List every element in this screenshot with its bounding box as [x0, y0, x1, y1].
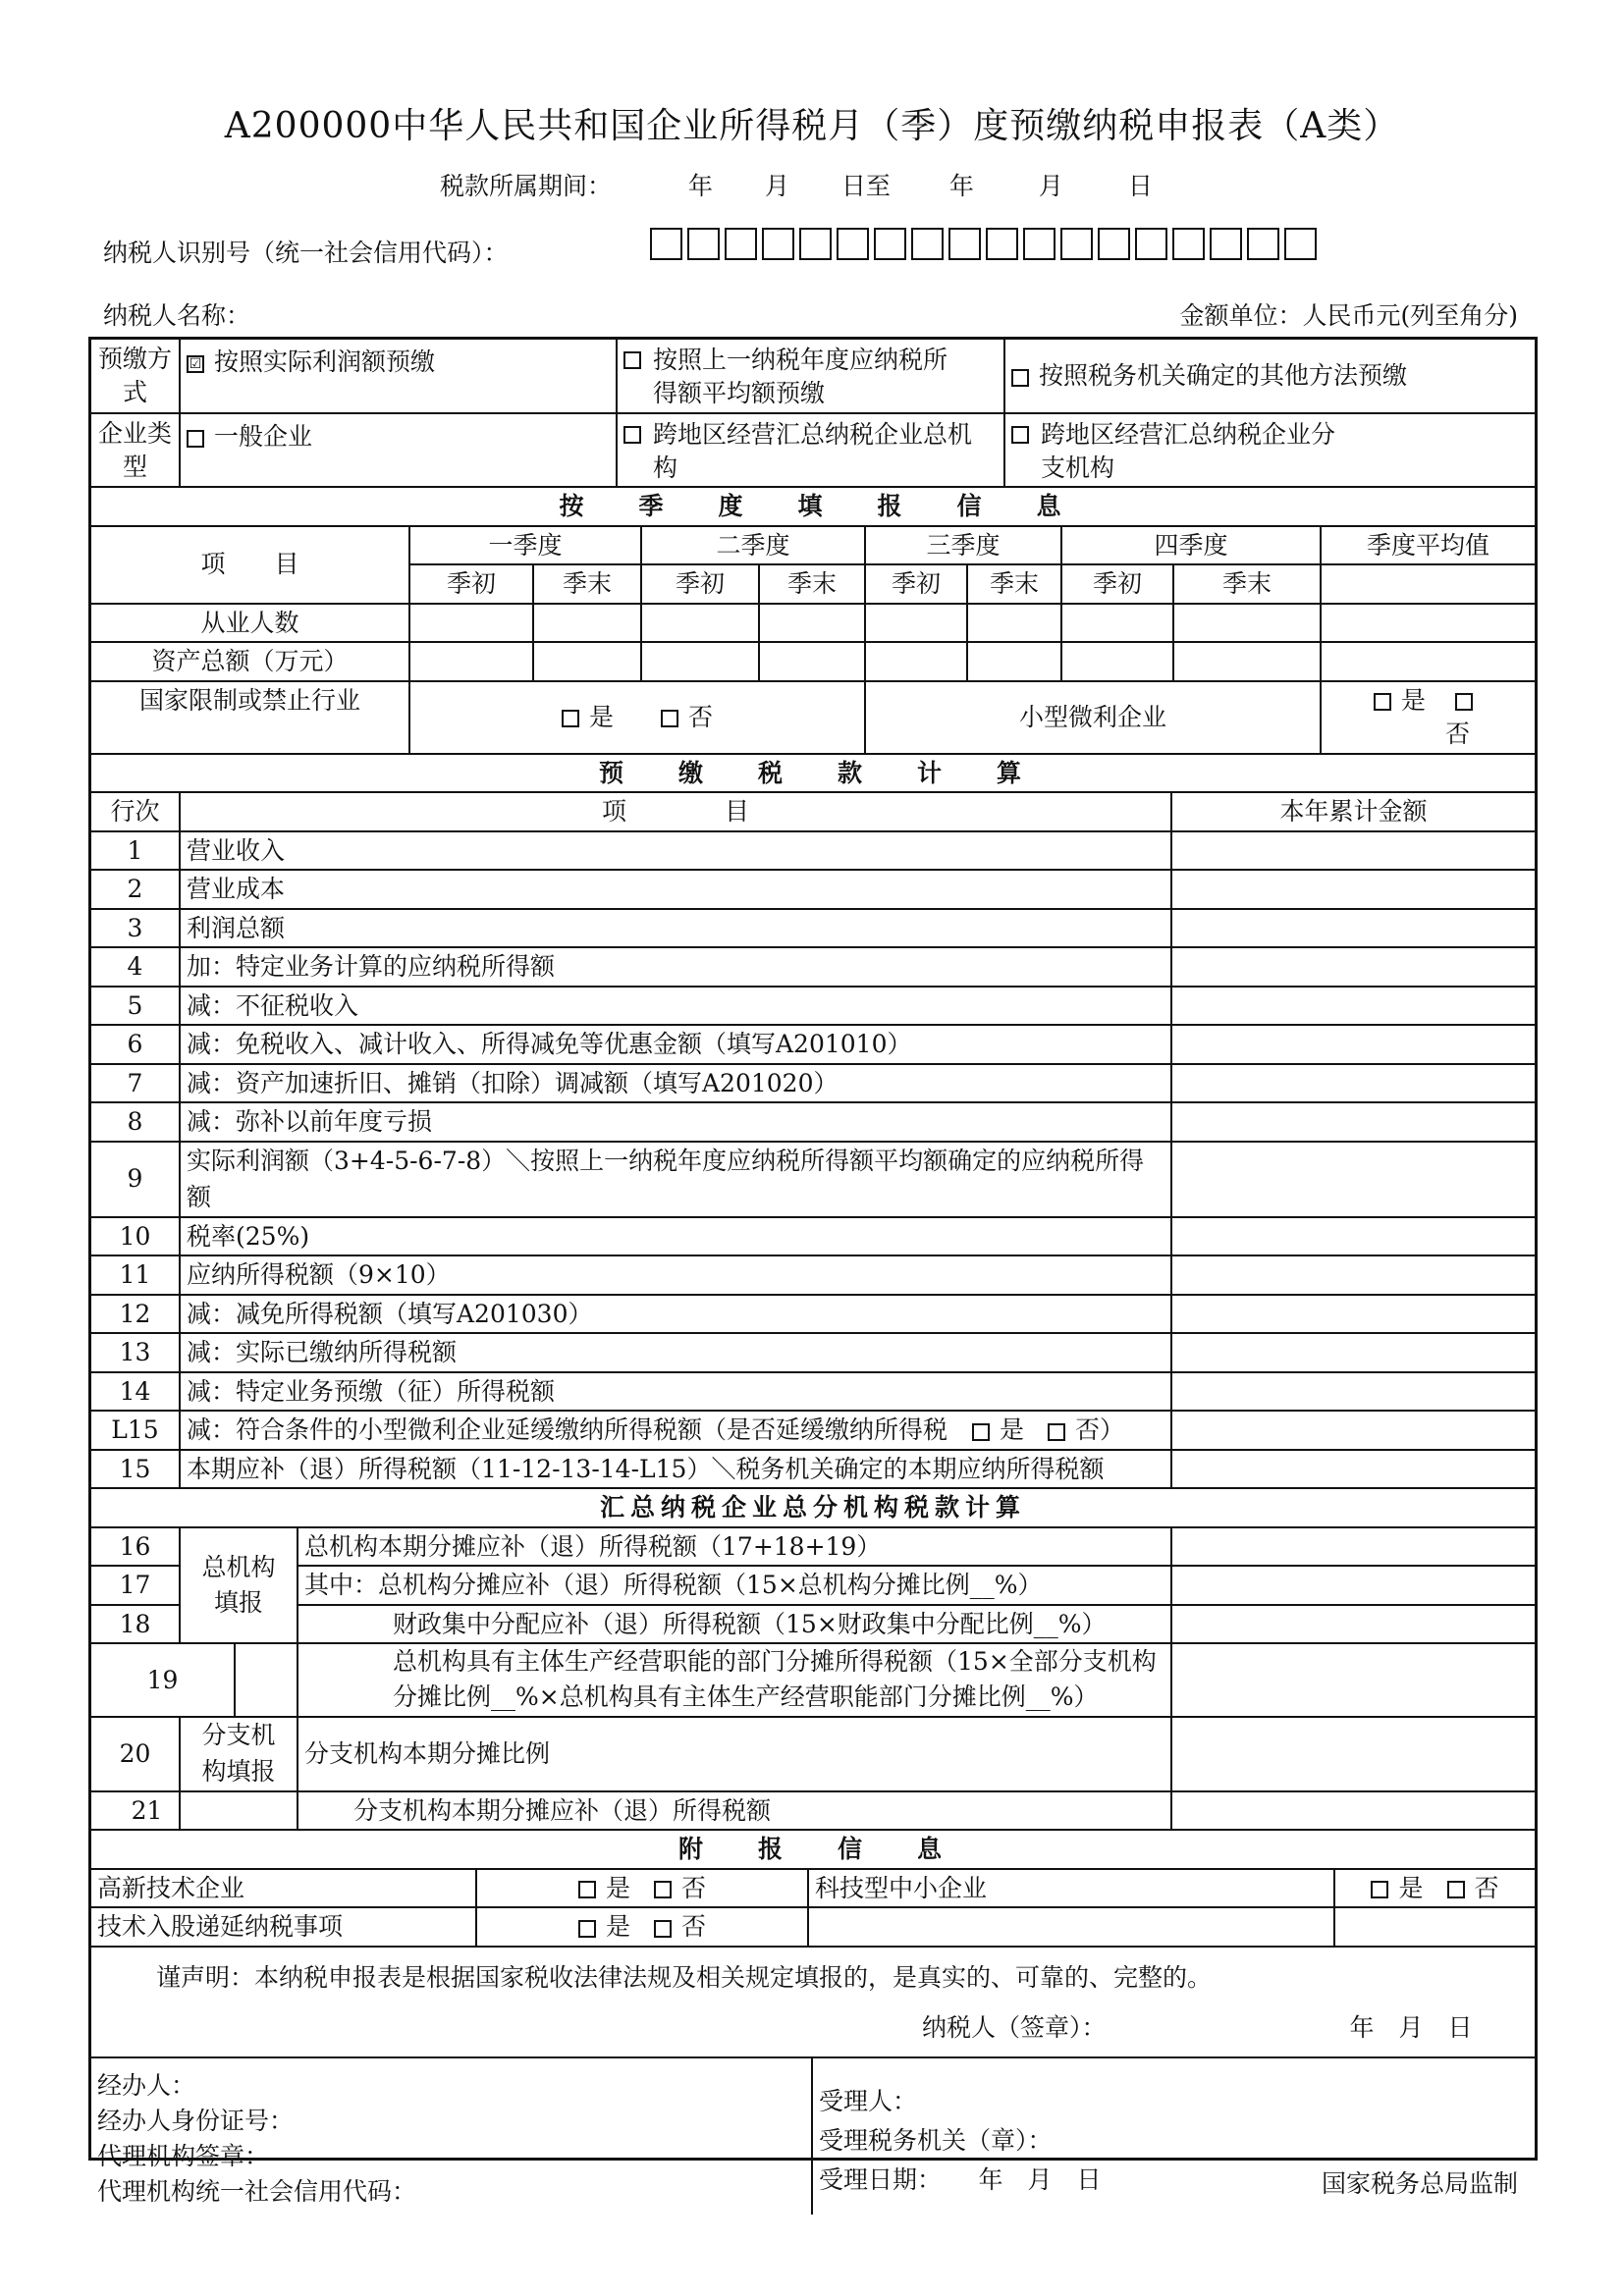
acceptor[interactable]: 受理人：: [819, 2086, 918, 2115]
q1-header: 一季度: [409, 526, 641, 565]
checkbox-icon: [661, 710, 678, 727]
tech-share-options[interactable]: 是 否: [476, 1907, 808, 1947]
q4-header: 四季度: [1061, 526, 1321, 565]
cell[interactable]: [533, 642, 641, 681]
declaration-sign: [97, 2009, 1529, 2047]
taxpayer-id-label: 纳税人识别号（统一社会信用代码）：: [103, 239, 509, 267]
row-no: 19: [91, 1643, 235, 1717]
calc-row: [91, 1064, 1535, 1103]
prepay-option-average[interactable]: 按照上一纳税年度应纳税所得额平均额预缴: [617, 340, 1004, 413]
taxpayer-id-boxes[interactable]: [650, 228, 1317, 260]
row-no: 5: [91, 987, 180, 1026]
row-item: 加：特定业务计算的应纳税所得额: [180, 947, 1171, 987]
row-item: 总机构具有主体生产经营职能的部门分摊所得税额（15×全部分支机构分摊比例__%×总机构具有主体生产经营职能部门分摊比例__%）: [298, 1643, 1171, 1717]
amount-cell[interactable]: [1171, 1791, 1535, 1831]
amount-cell[interactable]: [1171, 1527, 1535, 1567]
prepay-table: [91, 340, 1535, 488]
checkbox-icon: [1374, 693, 1391, 711]
blank: [235, 1643, 298, 1717]
amount-cell[interactable]: [1171, 909, 1535, 948]
cell[interactable]: [967, 604, 1061, 643]
hightech-options[interactable]: 是 否: [476, 1869, 808, 1908]
checkbox-icon: [1048, 1423, 1065, 1441]
q3-header: 三季度: [865, 526, 1061, 565]
calc-row: [91, 1333, 1535, 1372]
handler-block: [91, 2057, 812, 2215]
checkbox-icon: [654, 1881, 672, 1898]
id-digit-box[interactable]: [1172, 228, 1205, 260]
row-no: 11: [91, 1255, 180, 1295]
cell[interactable]: [1173, 604, 1321, 643]
tech-share-label: 技术入股递延纳税事项: [91, 1907, 476, 1947]
amount-cell[interactable]: [1171, 1217, 1535, 1256]
blank: [180, 1791, 298, 1831]
row-no: 13: [91, 1333, 180, 1372]
footer-supervisor: 国家税务总局监制: [1321, 2169, 1518, 2198]
row-item: 财政集中分配应补（退）所得税额（15×财政集中分配比例__%）: [298, 1605, 1171, 1644]
acceptance-date[interactable]: 受理日期： 年 月 日: [819, 2164, 1102, 2194]
calc-row: [91, 1025, 1535, 1064]
id-digit-box[interactable]: [986, 228, 1018, 260]
id-digit-box[interactable]: [762, 228, 794, 260]
cell[interactable]: [967, 642, 1061, 681]
row-item: 分支机构本期分摊应补（退）所得税额: [298, 1791, 1171, 1831]
cell[interactable]: [865, 642, 967, 681]
checkbox-icon: [972, 1423, 990, 1441]
amount-cell[interactable]: [1171, 1295, 1535, 1334]
calc-row: [91, 1255, 1535, 1295]
row-item: 减：弥补以前年度亏损: [180, 1102, 1171, 1142]
prepay-option-other[interactable]: 按照税务机关确定的其他方法预缴: [1004, 340, 1535, 413]
q1-end: 季末: [533, 564, 641, 604]
row-item: 应纳所得税额（9×10）: [180, 1255, 1171, 1295]
sign-date[interactable]: 年 月 日: [1349, 2013, 1473, 2042]
calc-row: [91, 831, 1535, 871]
id-digit-box[interactable]: [650, 228, 682, 260]
q3-end: 季末: [967, 564, 1061, 604]
id-digit-box[interactable]: [1023, 228, 1056, 260]
qavg-header: 季度平均值: [1321, 526, 1535, 565]
id-digit-box[interactable]: [1135, 228, 1167, 260]
amount-cell[interactable]: [1171, 1717, 1535, 1791]
id-digit-box[interactable]: [799, 228, 832, 260]
quarterly-section-title: 按季度填报信息: [91, 488, 1535, 526]
amount-cell[interactable]: [1171, 1605, 1535, 1644]
amount-cell[interactable]: [1171, 870, 1535, 909]
checkbox-icon: [1371, 1881, 1388, 1898]
employees-row: [91, 604, 1535, 643]
id-digit-box[interactable]: [874, 228, 906, 260]
row-no: 14: [91, 1372, 180, 1412]
prepay-label: 预缴方式: [91, 340, 180, 413]
amount-cell[interactable]: [1171, 831, 1535, 871]
q2-header: 二季度: [641, 526, 865, 565]
q2-start: 季初: [641, 564, 759, 604]
row-item: 实际利润额（3+4-5-6-7-8）＼按照上一纳税年度应纳税所得额平均额确定的应纳税所得额: [180, 1142, 1171, 1217]
enterprise-option-hq[interactable]: 跨地区经营汇总纳税企业总机构: [617, 413, 1004, 487]
calc-row: [91, 909, 1535, 948]
checkbox-icon: [562, 710, 579, 727]
branch-section-title: 汇总纳税企业总分机构税款计算: [91, 1489, 1535, 1527]
branch-label: 分支机构填报: [180, 1717, 298, 1791]
amount-cell[interactable]: [1171, 1255, 1535, 1295]
row-no: 4: [91, 947, 180, 987]
employees-label: 从业人数: [91, 604, 409, 643]
q1-start: 季初: [409, 564, 533, 604]
declaration: [91, 1948, 1535, 2057]
cell[interactable]: [641, 604, 759, 643]
enterprise-type-label: 企业类型: [91, 413, 180, 487]
declaration-table: [91, 1948, 1535, 2215]
cell[interactable]: [409, 604, 533, 643]
period-label: 税款所属期间：: [440, 172, 613, 200]
row-no: 10: [91, 1217, 180, 1256]
col-amount: 本年累计金额: [1171, 792, 1535, 831]
cell[interactable]: [759, 642, 865, 681]
cell[interactable]: [1321, 604, 1535, 643]
calc-row: [91, 987, 1535, 1026]
amount-unit: 金额单位：人民币元(列至角分): [1179, 301, 1518, 330]
row-no: 16: [91, 1527, 180, 1567]
checkbox-icon: [578, 1920, 596, 1938]
sci-sme-options[interactable]: 是 否: [1334, 1869, 1535, 1908]
tax-period: [440, 167, 1153, 202]
restricted-industry-options[interactable]: 是 否: [409, 681, 865, 754]
id-digit-box[interactable]: [1210, 228, 1242, 260]
row-no: 12: [91, 1295, 180, 1334]
extra-section-title: 附报信息: [91, 1831, 1535, 1869]
qavg-blank: [1321, 564, 1535, 604]
col-row-no: 行次: [91, 792, 180, 831]
quarterly-table: [91, 488, 1535, 755]
branch-table: [91, 1489, 1535, 1831]
period-end-day[interactable]: 日: [1127, 172, 1153, 200]
sci-sme-label: 科技型中小企业: [808, 1869, 1334, 1908]
row-item: 其中：总机构分摊应补（退）所得税额（15×总机构分摊比例__%）: [298, 1566, 1171, 1605]
id-digit-box[interactable]: [1098, 228, 1130, 260]
amount-cell[interactable]: [1171, 1064, 1535, 1103]
enterprise-option-general[interactable]: 一般企业: [180, 413, 617, 487]
id-digit-box[interactable]: [1247, 228, 1279, 260]
agency-seal[interactable]: 代理机构签章：: [97, 2142, 270, 2170]
calc-section-title: 预缴税款计算: [91, 755, 1535, 793]
row-no: 7: [91, 1064, 180, 1103]
prepay-option-actual[interactable]: ☑ 按照实际利润额预缴: [180, 340, 617, 413]
row-item: 营业收入: [180, 831, 1171, 871]
calc-row: [91, 1372, 1535, 1412]
row-item: 减：免税收入、减计收入、所得减免等优惠金额（填写A201010）: [180, 1025, 1171, 1064]
restricted-industry-label: 国家限制或禁止行业: [91, 681, 409, 754]
period-end-month[interactable]: 月: [1038, 172, 1063, 200]
taxpayer-name-label: 纳税人名称：: [103, 301, 251, 330]
period-start-month[interactable]: 月: [764, 172, 789, 200]
row-no: 15: [91, 1450, 180, 1489]
q3-start: 季初: [865, 564, 967, 604]
row-item: 营业成本: [180, 870, 1171, 909]
checkbox-icon: [187, 430, 204, 448]
row-no: 3: [91, 909, 180, 948]
id-digit-box[interactable]: [837, 228, 869, 260]
hq-label: 总机构填报: [180, 1527, 298, 1644]
period-end-year[interactable]: 年: [948, 172, 974, 200]
row-item: 减：符合条件的小型微利企业延缓缴纳所得税额（是否延缓缴纳所得税 是 否）: [180, 1411, 1171, 1450]
calc-row: [91, 870, 1535, 909]
signer-label: 纳税人（签章）：: [922, 2013, 1107, 2042]
amount-cell[interactable]: [1171, 1025, 1535, 1064]
amount-cell[interactable]: [1171, 1411, 1535, 1450]
checkbox-icon: [1455, 693, 1473, 711]
row-item: 减：资产加速折旧、摊销（扣除）调减额（填写A201020）: [180, 1064, 1171, 1103]
quarterly-item-header: 项 目: [91, 526, 409, 604]
small-micro-options[interactable]: 是 否: [1321, 681, 1535, 754]
row-item: 减：不征税收入: [180, 987, 1171, 1026]
agency-credit-code[interactable]: 代理机构统一社会信用代码：: [97, 2177, 417, 2207]
row-item: 减：实际已缴纳所得税额: [180, 1333, 1171, 1372]
id-digit-box[interactable]: [1060, 228, 1093, 260]
id-digit-box[interactable]: [725, 228, 757, 260]
row-no: 21: [91, 1791, 180, 1831]
q2-end: 季末: [759, 564, 865, 604]
extra-table: [91, 1831, 1535, 1948]
amount-cell[interactable]: [1171, 1566, 1535, 1605]
cell[interactable]: [1061, 604, 1173, 643]
amount-cell[interactable]: [1171, 1333, 1535, 1372]
calc-row: [91, 1295, 1535, 1334]
row-item: 本期应补（退）所得税额（11-12-13-14-L15）＼税务机关确定的本期应纳所得税额: [180, 1450, 1171, 1489]
calc-row: [91, 1142, 1535, 1217]
amount-cell[interactable]: [1171, 947, 1535, 987]
assets-label: 资产总额（万元）: [91, 642, 409, 681]
checkbox-icon: [578, 1881, 596, 1898]
enterprise-option-branch[interactable]: 跨地区经营汇总纳税企业分支机构: [1004, 413, 1535, 487]
cell[interactable]: [533, 604, 641, 643]
row-no: 2: [91, 870, 180, 909]
row-item: 总机构本期分摊应补（退）所得税额（17+18+19）: [298, 1527, 1171, 1567]
amount-cell[interactable]: [1171, 1643, 1535, 1717]
row-no: 1: [91, 831, 180, 871]
assets-row: [91, 642, 1535, 681]
checkbox-icon: [1011, 426, 1029, 444]
calc-table: [91, 755, 1535, 1490]
form-title: A200000中华人民共和国企业所得税月（季）度预缴纳税申报表（A类）: [224, 106, 1400, 146]
hightech-label: 高新技术企业: [91, 1869, 476, 1908]
id-digit-box[interactable]: [948, 228, 981, 260]
row-no: 9: [91, 1142, 180, 1217]
cell[interactable]: [1061, 642, 1173, 681]
period-start-day[interactable]: 日至: [840, 172, 891, 200]
checkbox-icon: [1447, 1881, 1465, 1898]
row-no: 8: [91, 1102, 180, 1142]
amount-cell[interactable]: [1171, 1102, 1535, 1142]
small-micro-label: 小型微利企业: [865, 681, 1321, 754]
amount-cell[interactable]: [1171, 987, 1535, 1026]
declaration-text: 谨声明：本纳税申报表是根据国家税收法律法规及相关规定填报的，是真实的、可靠的、完整的。: [156, 1962, 1213, 1992]
calc-row: [91, 1102, 1535, 1142]
checkbox-icon: [623, 351, 641, 369]
amount-cell[interactable]: [1171, 1372, 1535, 1412]
q4-start: 季初: [1061, 564, 1173, 604]
col-item: 项 目: [180, 792, 1171, 831]
row-item: 税率(25%): [180, 1217, 1171, 1256]
row-no: 20: [91, 1717, 180, 1791]
calc-row: [91, 1217, 1535, 1256]
handler[interactable]: 经办人：: [97, 2070, 196, 2100]
row-item: 分支机构本期分摊比例: [298, 1717, 1171, 1791]
blank: [808, 1907, 1334, 1947]
row-no: 17: [91, 1566, 180, 1605]
calc-row: [91, 947, 1535, 987]
checkbox-icon: [1011, 369, 1029, 387]
cell[interactable]: [1173, 642, 1321, 681]
period-start-year[interactable]: 年: [687, 172, 713, 200]
checkbox-checked-icon: ☑: [187, 355, 204, 373]
row-no: 6: [91, 1025, 180, 1064]
checkbox-icon: [654, 1920, 672, 1938]
defer-options[interactable]: 是 否）: [947, 1415, 1124, 1444]
amount-cell[interactable]: [1171, 1142, 1535, 1217]
row-no: 18: [91, 1605, 180, 1644]
id-digit-box[interactable]: [911, 228, 944, 260]
row-item: 减：减免所得税额（填写A201030）: [180, 1295, 1171, 1334]
cell[interactable]: [759, 604, 865, 643]
row-item: 减：特定业务预缴（征）所得税额: [180, 1372, 1171, 1412]
id-digit-box[interactable]: [1284, 228, 1317, 260]
checkbox-icon: [623, 426, 641, 444]
q4-end: 季末: [1173, 564, 1321, 604]
id-digit-box[interactable]: [687, 228, 720, 260]
row-no: L15: [91, 1411, 180, 1450]
handler-id[interactable]: 经办人身份证号：: [97, 2106, 295, 2135]
row-item: 利润总额: [180, 909, 1171, 948]
cell[interactable]: [1321, 642, 1535, 681]
cell[interactable]: [641, 642, 759, 681]
calc-row: [91, 1450, 1535, 1489]
blank: [1334, 1907, 1535, 1947]
amount-cell[interactable]: [1171, 1450, 1535, 1489]
cell[interactable]: [865, 604, 967, 643]
cell[interactable]: [409, 642, 533, 681]
accepting-office[interactable]: 受理税务机关（章）：: [819, 2125, 1053, 2155]
calc-row: [91, 1411, 1535, 1450]
